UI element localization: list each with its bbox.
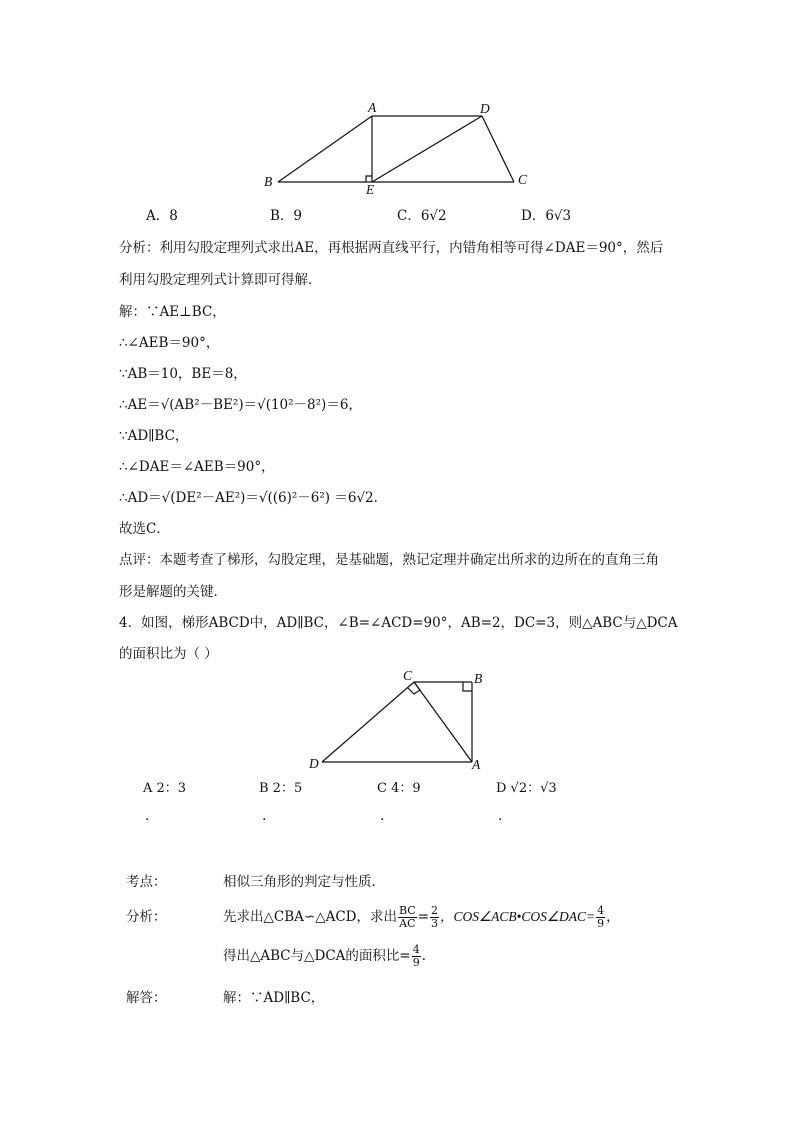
q4-option-d[interactable]: D √2：√3 xyxy=(496,781,557,796)
option-dot: . xyxy=(145,808,150,824)
fraction-numerator: BC xyxy=(398,904,416,917)
label-e: E xyxy=(366,182,375,197)
label-d: D xyxy=(480,101,490,116)
fraction-bc-ac xyxy=(398,905,417,930)
fraction-4-9-area xyxy=(412,944,421,969)
q3-solution-line-1: 解：∵AE⊥BC， xyxy=(119,304,226,320)
punctuation: ， xyxy=(606,909,620,925)
segment-dc xyxy=(322,682,414,762)
q3-solution-line-2: ∴∠AEB＝90°， xyxy=(119,335,220,351)
q3-solution-line-5: ∵AD∥BC， xyxy=(119,428,189,444)
fenxi-label: 分析： xyxy=(126,909,167,925)
q3-option-c[interactable]: C．6√2 xyxy=(397,208,447,224)
option-dot: . xyxy=(262,808,267,824)
option-dot: . xyxy=(498,808,503,824)
q3-solution-line-3: ∵AB＝10，BE＝8， xyxy=(119,366,247,382)
label-a: A xyxy=(368,100,377,115)
fenxi-line-1 xyxy=(223,905,620,930)
q3-comment-line-2: 形是解题的关键． xyxy=(119,584,227,600)
fraction-denominator: 9 xyxy=(597,917,605,930)
q3-comment-line-1: 点评：本题考查了梯形，勾股定理，是基础题，熟记定理并确定出所求的边所在的直角三角 xyxy=(119,552,659,568)
fenxi-line-2 xyxy=(223,944,435,969)
kaodian-text: 相似三角形的判定与性质． xyxy=(223,874,385,890)
q3-option-a[interactable]: A．8 xyxy=(146,208,178,224)
q3-analysis-line-2: 利用勾股定理列式计算即可得解． xyxy=(119,272,322,288)
q4-stem-line-1: 4．如图，梯形ABCD中，AD∥BC，∠B=∠ACD=90°，AB=2，DC=3，则△ABC与△DCA xyxy=(119,615,678,631)
q3-solution-line-7: ∴AD＝√(DE²－AE²)＝√((6)²－6²) ＝6√2． xyxy=(119,490,388,506)
fraction-2-3 xyxy=(430,905,439,930)
fraction-numerator: 4 xyxy=(597,904,605,917)
jieda-label: 解答： xyxy=(126,990,167,1006)
fenxi-line-2-text: 得出△ABC与△DCA的面积比= xyxy=(223,948,411,964)
fraction-numerator: 2 xyxy=(431,904,439,917)
label-a2: A xyxy=(472,757,481,772)
q3-solution-line-4: ∴AE＝√(AB²－BE²)＝√(10²－8²)＝6， xyxy=(119,397,362,413)
fraction-4-9 xyxy=(596,905,605,930)
q4-option-a[interactable]: A 2：3 xyxy=(143,781,187,796)
label-d2: D xyxy=(309,756,319,771)
q3-option-b[interactable]: B．9 xyxy=(270,208,303,224)
punctuation: ． xyxy=(421,948,436,964)
q3-answer: 故选C． xyxy=(119,521,170,537)
equals-sign: = xyxy=(417,909,430,925)
label-c2: C xyxy=(403,668,413,683)
fraction-denominator: AC xyxy=(399,917,416,930)
q3-analysis-line-1: 分析：利用勾股定理列式求出AE，再根据两直线平行，内错角相等可得∠DAE＝90°，然后 xyxy=(119,240,664,256)
q4-option-c[interactable]: C 4：9 xyxy=(377,781,421,796)
fraction-denominator: 3 xyxy=(431,917,439,930)
fraction-numerator: 4 xyxy=(412,943,420,956)
kaodian-label: 考点： xyxy=(126,874,167,890)
q3-option-d[interactable]: D．6√3 xyxy=(521,208,572,224)
q4-option-b[interactable]: B 2：5 xyxy=(259,781,303,796)
jieda-text: 解：∵AD∥BC， xyxy=(223,990,325,1006)
label-b2: B xyxy=(474,671,483,686)
label-c: C xyxy=(518,172,528,187)
right-angle-mark-b xyxy=(463,682,472,691)
fenxi-line-1-text: 先求出△CBA∽△ACD，求出 xyxy=(223,909,397,925)
fenxi-cos-text: ，COS∠ACB•COS∠DAC= xyxy=(440,909,596,924)
q4-stem-line-2: 的面积比为（ ） xyxy=(119,646,218,662)
fraction-denominator: 9 xyxy=(412,956,420,969)
option-dot: . xyxy=(380,808,385,824)
label-b: B xyxy=(264,174,273,189)
segment-ca xyxy=(414,682,472,762)
q3-solution-line-6: ∴∠DAE＝∠AEB＝90°， xyxy=(119,459,275,475)
